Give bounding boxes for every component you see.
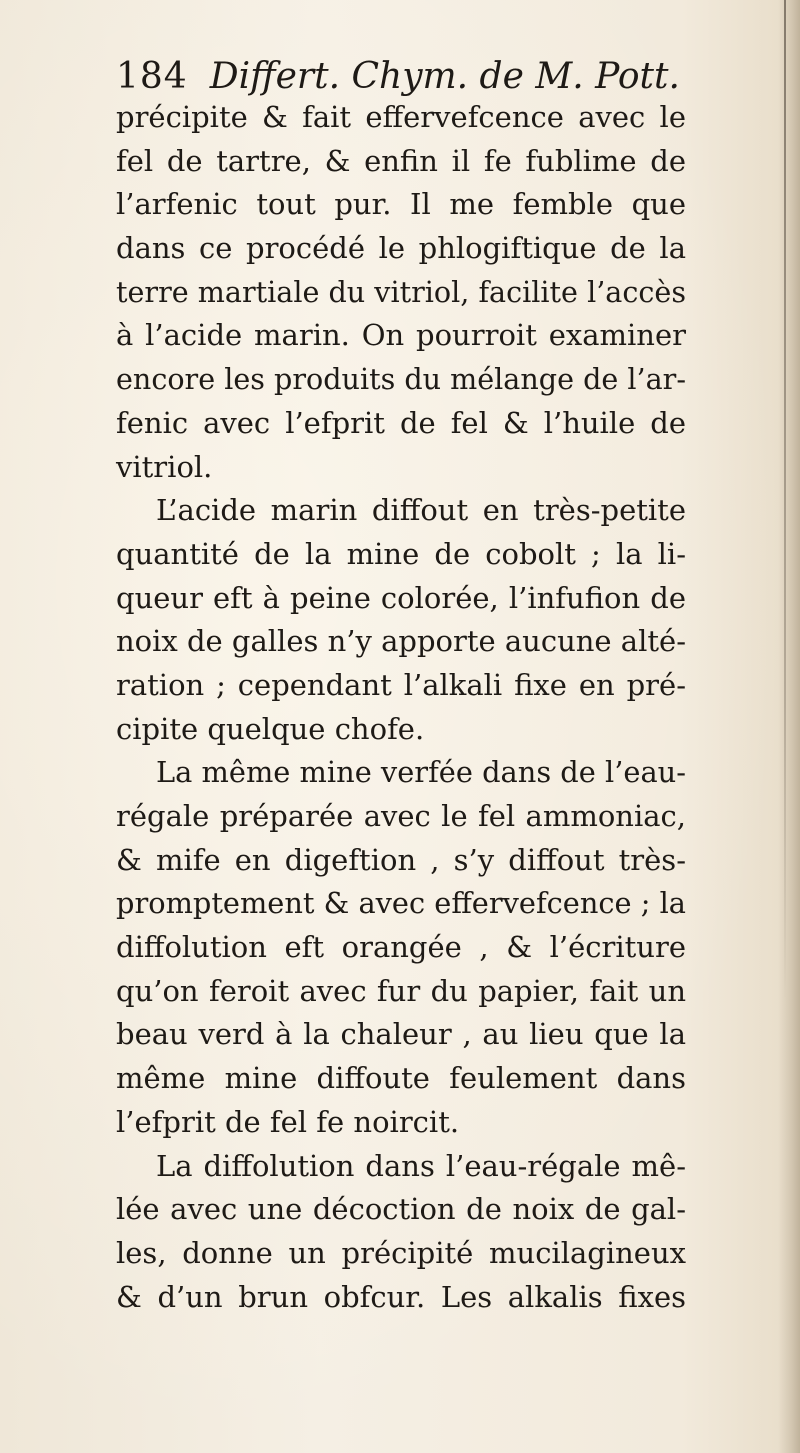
text-line: terre martiale du vitriol, facilite l’accès: [116, 274, 686, 309]
text-line: L’acide marin diffout en très-petite: [156, 493, 686, 528]
text-line: régale préparée avec le fel ammoniac,: [116, 799, 686, 833]
page-number: 184: [116, 56, 188, 97]
text-line: dans ce procédé le phlogiftique de la: [116, 231, 686, 266]
running-title: Differt. Chym. de M. Pott.: [209, 56, 680, 97]
text-line: l’efprit de fel fe noircit.: [116, 1104, 460, 1139]
text-line: & mife en digeftion , s’y diffout très-: [116, 842, 686, 877]
text-line: quantité de la mine de cobolt ; la li-: [116, 536, 686, 571]
text-line: La diffolution dans l’eau-régale mê-: [156, 1148, 686, 1183]
text-line: l’arfenic tout pur. Il me femble que: [116, 187, 686, 222]
text-line: noix de galles n’y apporte aucune alté-: [116, 624, 686, 659]
text-line: même mine diffoute feulement dans: [116, 1061, 686, 1096]
text-line: fenic avec l’efprit de fel & l’huile de: [116, 405, 686, 440]
text-line: lée avec une décoction de noix de gal-: [116, 1192, 686, 1227]
text-line: précipite & fait effervefcence avec le: [116, 100, 686, 134]
text-line: promptement & avec effervefcence ; la: [116, 886, 686, 921]
text-line: diffolution eft orangée , & l’écriture: [116, 930, 686, 965]
page-edge-shadow: [778, 0, 800, 1453]
text-line: ration ; cependant l’alkali fixe en pré-: [116, 667, 686, 702]
text-line: à l’acide marin. On pourroit examiner: [116, 318, 686, 353]
text-line: & d’un brun obfcur. Les alkalis fixes: [116, 1279, 686, 1314]
text-line: les, donne un précipité mucilagineux: [116, 1235, 686, 1270]
text-line: fel de tartre, & enfin il fe fublime de: [116, 143, 686, 178]
text-line: queur eft à peine colorée, l’infufion de: [116, 580, 686, 615]
text-line: La même mine verfée dans de l’eau-: [156, 755, 686, 790]
body-text: [116, 96, 686, 1319]
text-line: encore les produits du mélange de l’ar-: [116, 362, 686, 397]
binding-edge-line: [784, 0, 786, 1000]
text-line: cipite quelque chofe.: [116, 711, 425, 746]
text-line: vitriol.: [116, 449, 213, 484]
text-line: qu’on feroit avec fur du papier, fait un: [116, 973, 686, 1008]
text-line: beau verd à la chaleur , au lieu que la: [116, 1017, 686, 1052]
